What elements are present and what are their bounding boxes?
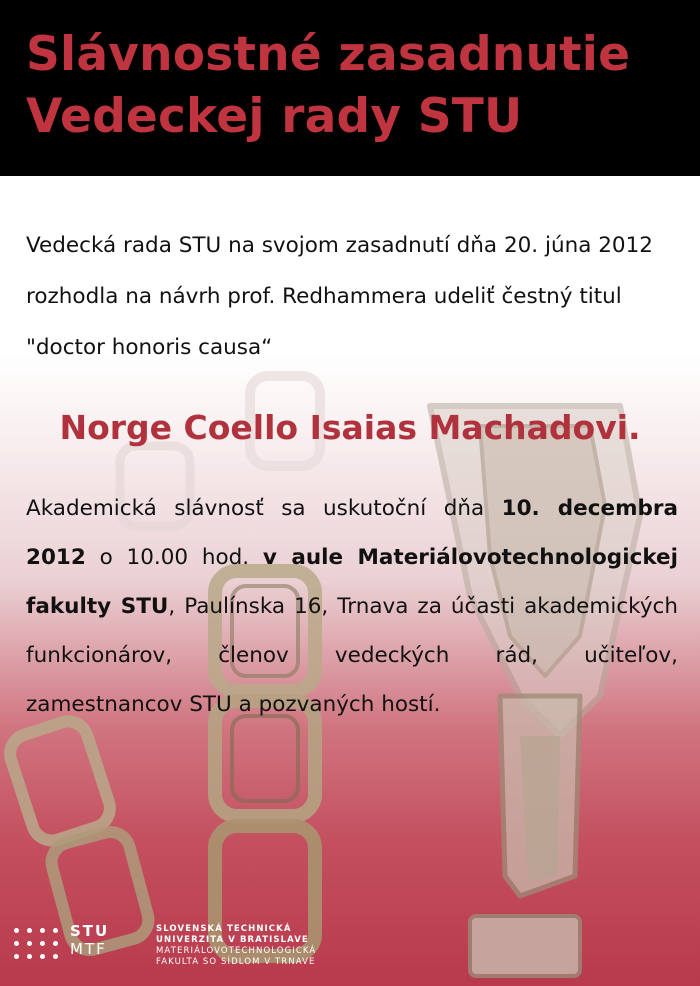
details-text-3: , Paulínska 16, Trnava za účasti akademických funkcionárov, členov vedeckých rád, učiteľov, zamestnancov STU a pozvaných hostí.: [26, 594, 678, 717]
logo-mark: [70, 922, 109, 958]
logo-line-1: SLOVENSKÁ TECHNICKÁ: [156, 924, 292, 934]
honoree-name: Norge Coello Isaias Machadovi.: [59, 408, 641, 447]
intro-paragraph: [26, 220, 681, 373]
details-venue: v aule Materiálovotechnologickej fakulty STU: [26, 545, 678, 619]
ceremony-details: [26, 484, 678, 729]
logo-line-4: FAKULTA SO SÍDLOM V TRNAVE: [156, 957, 316, 967]
logo-wordmark: [156, 924, 316, 968]
logo-line-2: UNIVERZITA V BRATISLAVE: [156, 935, 309, 945]
logo-mark-mtf: MTF: [70, 940, 107, 958]
intro-line-3: "doctor honoris causa“: [26, 335, 273, 360]
header-banner: [0, 0, 700, 176]
page-title: [26, 24, 686, 148]
details-text-1: Akademická slávnosť sa uskutoční dňa: [26, 496, 502, 521]
details-text-2: o 10.00 hod.: [85, 545, 263, 570]
logo-line-3: MATERIÁLOVOTECHNOLOGICKÁ: [156, 946, 317, 956]
title-line-1: Slávnostné zasadnutie: [26, 27, 631, 82]
logo-dots-icon: [14, 928, 60, 964]
intro-line-1: Vedecká rada STU na svojom zasadnutí dňa 20. júna 2012: [26, 233, 653, 258]
title-line-2: Vedeckej rady STU: [26, 89, 523, 144]
intro-line-2: rozhodla na návrh prof. Redhammera udeliť čestný titul: [26, 284, 622, 309]
details-date: 10. decembra 2012: [26, 496, 678, 570]
stu-mtf-logo: [14, 922, 334, 978]
logo-mark-stu: STU: [70, 922, 110, 940]
